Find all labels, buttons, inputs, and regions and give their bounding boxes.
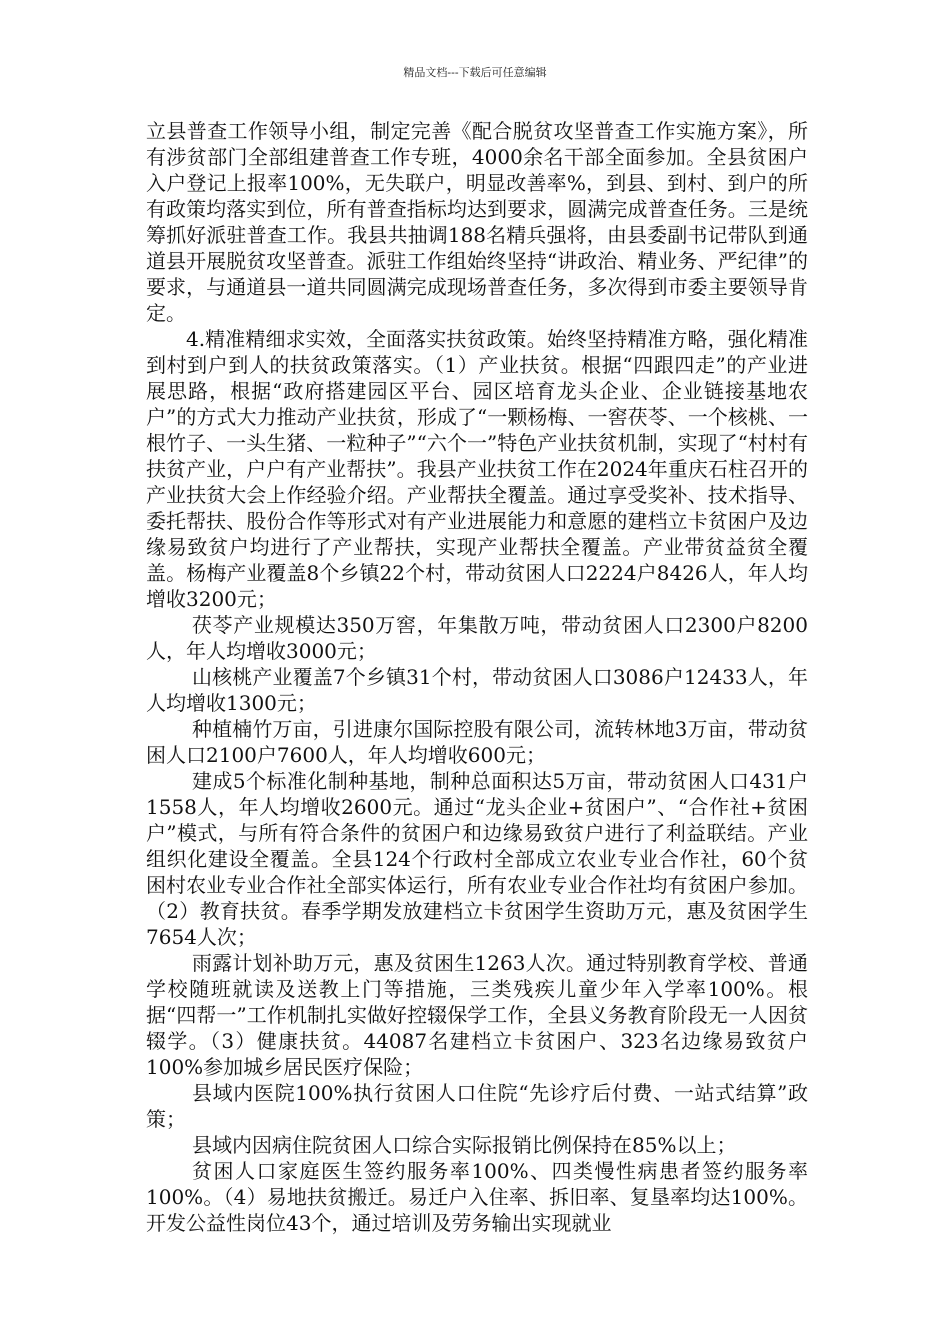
document-body xyxy=(146,118,808,1236)
paragraph: 建成5个标准化制种基地，制种总面积达5万亩，带动贫困人口431户1558人，年人均增收2600元。通过“龙头企业+贫困户”、“合作社+贫困户”模式，与所有符合条件的贫困户和边缘易致贫户进行了利益联结。产业组织化建设全覆盖。全县124个行政村全部成立农业专业合作社，60个贫困村农业专业合作社全部实体运行，所有农业专业合作社均有贫困户参加。（2）教育扶贫。春季学期发放建档立卡贫困学生资助万元，惠及贫困学生7654人次； xyxy=(146,769,808,949)
paragraph: 茯苓产业规模达350万窖，年集散万吨，带动贫困人口2300户8200人，年人均增收3000元； xyxy=(146,613,808,663)
paragraph: 立县普查工作领导小组，制定完善《配合脱贫攻坚普查工作实施方案》，所有涉贫部门全部组建普查工作专班，4000余名干部全面参加。全县贫困户入户登记上报率100%，无失联户，明显改善率%，到县、到村、到户的所有政策均落实到位，所有普查指标均达到要求，圆满完成普查任务。三是统筹抓好派驻普查工作。我县共抽调188名精兵强将，由县委副书记带队到通道县开展脱贫攻坚普查。派驻工作组始终坚持“讲政治、精业务、严纪律”的要求，与通道县一道共同圆满完成现场普查任务，多次得到市委主要领导肯定。 xyxy=(146,119,808,325)
paragraph: 雨露计划补助万元，惠及贫困生1263人次。通过特别教育学校、普通学校随班就读及送教上门等措施，三类残疾儿童少年入学率100%。根据“四帮一”工作机制扎实做好控辍保学工作，全县义务教育阶段无一人因贫辍学。（3）健康扶贫。44087名建档立卡贫困户、323名边缘易致贫户100%参加城乡居民医疗保险； xyxy=(146,951,808,1079)
paragraph: 贫困人口家庭医生签约服务率100%、四类慢性病患者签约服务率100%。（4）易地扶贫搬迁。易迁户入住率、拆旧率、复垦率均达100%。开发公益性岗位43个，通过培训及劳务输出实现就业 xyxy=(146,1159,808,1235)
paragraph: 县域内医院100%执行贫困人口住院“先诊疗后付费、一站式结算”政策； xyxy=(146,1081,808,1131)
paragraph: 县域内因病住院贫困人口综合实际报销比例保持在85%以上； xyxy=(192,1133,737,1157)
paragraph: 山核桃产业覆盖7个乡镇31个村，带动贫困人口3086户12433人，年人均增收1300元； xyxy=(146,665,808,715)
paragraph: 种植楠竹万亩，引进康尔国际控股有限公司，流转林地3万亩，带动贫困人口2100户7600人，年人均增收600元； xyxy=(146,717,808,767)
paragraph: 4.精准精细求实效，全面落实扶贫政策。始终坚持精准方略，强化精准到村到户到人的扶贫政策落实。（1）产业扶贫。根据“四跟四走”的产业进展思路，根据“政府搭建园区平台、园区培育龙头企业、企业链接基地农户”的方式大力推动产业扶贫，形成了“一颗杨梅、一窖茯苓、一个核桃、一根竹子、一头生猪、一粒种子”“六个一”特色产业扶贫机制，实现了“村村有扶贫产业，户户有产业帮扶”。我县产业扶贫工作在2024年重庆石柱召开的产业扶贫大会上作经验介绍。产业帮扶全覆盖。通过享受奖补、技术指导、委托帮扶、股份合作等形式对有产业进展能力和意愿的建档立卡贫困户及边缘易致贫户均进行了产业帮扶，实现产业帮扶全覆盖。产业带贫益贫全覆盖。杨梅产业覆盖8个乡镇22个村，带动贫困人口2224户8426人，年人均增收3200元； xyxy=(146,327,808,611)
page-header: 精品文档---下载后可任意编辑 xyxy=(403,66,547,79)
